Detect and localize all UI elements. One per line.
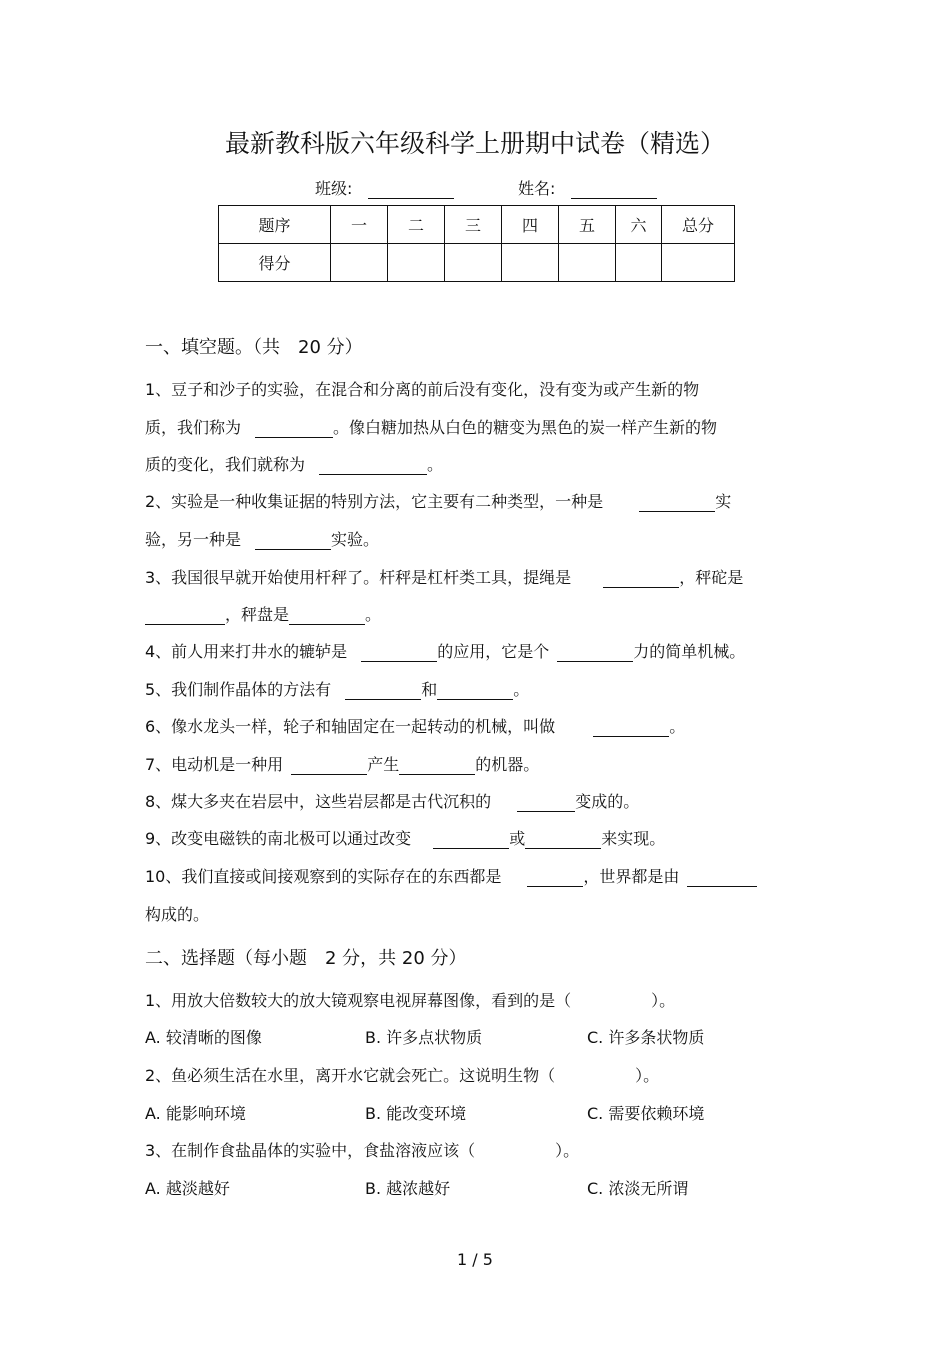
q4-text-a: 4、前人用来打井水的辘轳是 <box>145 642 348 661</box>
q2-text-a: 2、实验是一种收集证据的特别方法，它主要有二种类型，一种是 <box>145 492 604 511</box>
mc-q2-option-c[interactable]: C. 需要依赖环境 <box>587 1104 705 1123</box>
q10-text-b: ，世界都是由 <box>583 867 680 886</box>
q10-line2: 构成的。 <box>145 905 210 924</box>
mc-q1-stem: 1、用放大倍数较大的放大镜观察电视屏幕图像，看到的是（ ）。 <box>145 991 676 1010</box>
score-table-header-row <box>219 206 735 244</box>
q8-line <box>145 789 639 812</box>
mc-q1-option-b[interactable]: B. 许多点状物质 <box>365 1028 483 1047</box>
header-cell: 五 <box>559 206 616 244</box>
q4-blank-2 <box>557 647 633 662</box>
score-cell[interactable] <box>559 244 616 282</box>
header-cell: 二 <box>388 206 445 244</box>
page-title: 最新教科版六年级科学上册期中试卷（精选） <box>224 129 725 158</box>
q4-blank-1 <box>361 647 437 662</box>
q3-line1 <box>145 565 743 588</box>
q8-text-a: 8、煤大多夹在岩层中，这些岩层都是古代沉积的 <box>145 792 492 811</box>
q10-blank-2 <box>687 872 757 887</box>
q7-line <box>145 752 539 775</box>
q1-text-a: 质，我们称为 <box>145 418 242 437</box>
q9-line <box>145 826 665 849</box>
q1-text-b: 。像白糖加热从白色的糖变为黑色的炭一样产生新的物 <box>333 418 718 437</box>
q1-blank-1 <box>255 423 333 438</box>
q1-blank-2 <box>319 460 427 475</box>
q2-line2 <box>145 527 379 550</box>
mc-q2-option-a[interactable]: A. 能影响环境 <box>145 1104 246 1123</box>
class-blank <box>368 184 454 199</box>
q3-text-c: ，秤盘是 <box>225 605 290 624</box>
score-table <box>218 205 735 282</box>
q2-text-c: 验，另一种是 <box>145 530 242 549</box>
q3-text-a: 3、我国很早就开始使用杆秤了。杆秤是杠杆类工具，提绳是 <box>145 568 572 587</box>
mc-q2-option-b[interactable]: B. 能改变环境 <box>365 1104 467 1123</box>
score-cell[interactable] <box>616 244 662 282</box>
q2-text-b: 实 <box>715 492 732 511</box>
q6-text-a: 6、像水龙头一样，轮子和轴固定在一起转动的机械，叫做 <box>145 717 556 736</box>
score-cell[interactable] <box>445 244 502 282</box>
q7-blank-2 <box>399 760 475 775</box>
mc-q1-option-c[interactable]: C. 许多条状物质 <box>587 1028 705 1047</box>
q3-blank-3 <box>289 610 365 625</box>
q3-text-d: 。 <box>365 605 382 624</box>
class-field <box>315 176 454 199</box>
q1-line2 <box>145 415 717 438</box>
q5-blank-1 <box>345 685 421 700</box>
q1-line1: 1、豆子和沙子的实验，在混合和分离的前后没有变化，没有变为或产生新的物 <box>145 380 700 399</box>
mc-q1-option-a[interactable]: A. 较清晰的图像 <box>145 1028 262 1047</box>
name-label: 姓名: <box>518 179 556 198</box>
header-cell: 三 <box>445 206 502 244</box>
header-cell: 四 <box>502 206 559 244</box>
q5-text-b: 和 <box>421 680 438 699</box>
q3-text-b: ，秤砣是 <box>679 568 744 587</box>
q10-blank-1 <box>527 872 583 887</box>
q7-blank-1 <box>291 760 367 775</box>
name-blank <box>571 184 657 199</box>
header-cell: 题序 <box>219 206 331 244</box>
header-cell: 总分 <box>662 206 735 244</box>
section2-heading: 二、选择题（每小题 2 分，共 20 分） <box>145 948 467 969</box>
score-cell[interactable] <box>662 244 735 282</box>
score-row-label: 得分 <box>219 244 331 282</box>
q7-text-b: 产生 <box>367 755 400 774</box>
score-cell[interactable] <box>502 244 559 282</box>
score-cell[interactable] <box>388 244 445 282</box>
q9-blank-1 <box>433 834 509 849</box>
mc-q2-stem: 2、鱼必须生活在水里，离开水它就会死亡。这说明生物（ ）。 <box>145 1066 660 1085</box>
q5-text-c: 。 <box>513 680 530 699</box>
q5-line <box>145 677 529 700</box>
q8-text-b: 变成的。 <box>575 792 640 811</box>
q2-line1 <box>145 489 731 512</box>
mc-q3-option-a[interactable]: A. 越淡越好 <box>145 1179 230 1198</box>
q8-blank <box>517 797 575 812</box>
header-cell: 一 <box>331 206 388 244</box>
class-label: 班级: <box>315 179 353 198</box>
q2-blank-2 <box>255 535 331 550</box>
q9-text-c: 来实现。 <box>601 829 666 848</box>
q6-blank <box>593 722 669 737</box>
q3-blank-2 <box>145 610 225 625</box>
q1-text-c: 质的变化，我们就称为 <box>145 455 306 474</box>
q9-text-a: 9、改变电磁铁的南北极可以通过改变 <box>145 829 412 848</box>
q4-text-c: 力的简单机械。 <box>633 642 746 661</box>
q10-text-a: 10、我们直接或间接观察到的实际存在的东西都是 <box>145 867 502 886</box>
q3-line2 <box>145 602 381 625</box>
q2-text-d: 实验。 <box>331 530 380 549</box>
q4-line <box>145 639 745 662</box>
mc-q3-stem: 3、在制作食盐晶体的实验中，食盐溶液应该（ ）。 <box>145 1141 580 1160</box>
name-field <box>518 176 657 199</box>
q10-line1 <box>145 864 757 887</box>
q7-text-c: 的机器。 <box>475 755 540 774</box>
q3-blank-1 <box>603 573 679 588</box>
score-table-score-row <box>219 244 735 282</box>
q1-text-d: 。 <box>427 455 444 474</box>
q5-text-a: 5、我们制作晶体的方法有 <box>145 680 332 699</box>
q5-blank-2 <box>437 685 513 700</box>
q4-text-b: 的应用，它是个 <box>437 642 550 661</box>
mc-q3-option-c[interactable]: C. 浓淡无所谓 <box>587 1179 689 1198</box>
page-number: 1 / 5 <box>457 1250 493 1269</box>
q6-line <box>145 714 685 737</box>
q9-blank-2 <box>525 834 601 849</box>
mc-q3-option-b[interactable]: B. 越浓越好 <box>365 1179 451 1198</box>
header-cell: 六 <box>616 206 662 244</box>
q9-text-b: 或 <box>509 829 526 848</box>
q1-line3 <box>145 452 443 475</box>
score-cell[interactable] <box>331 244 388 282</box>
q7-text-a: 7、电动机是一种用 <box>145 755 284 774</box>
section1-heading: 一、填空题。（共 20 分） <box>145 337 363 358</box>
q6-text-b: 。 <box>669 717 686 736</box>
q2-blank-1 <box>639 497 715 512</box>
